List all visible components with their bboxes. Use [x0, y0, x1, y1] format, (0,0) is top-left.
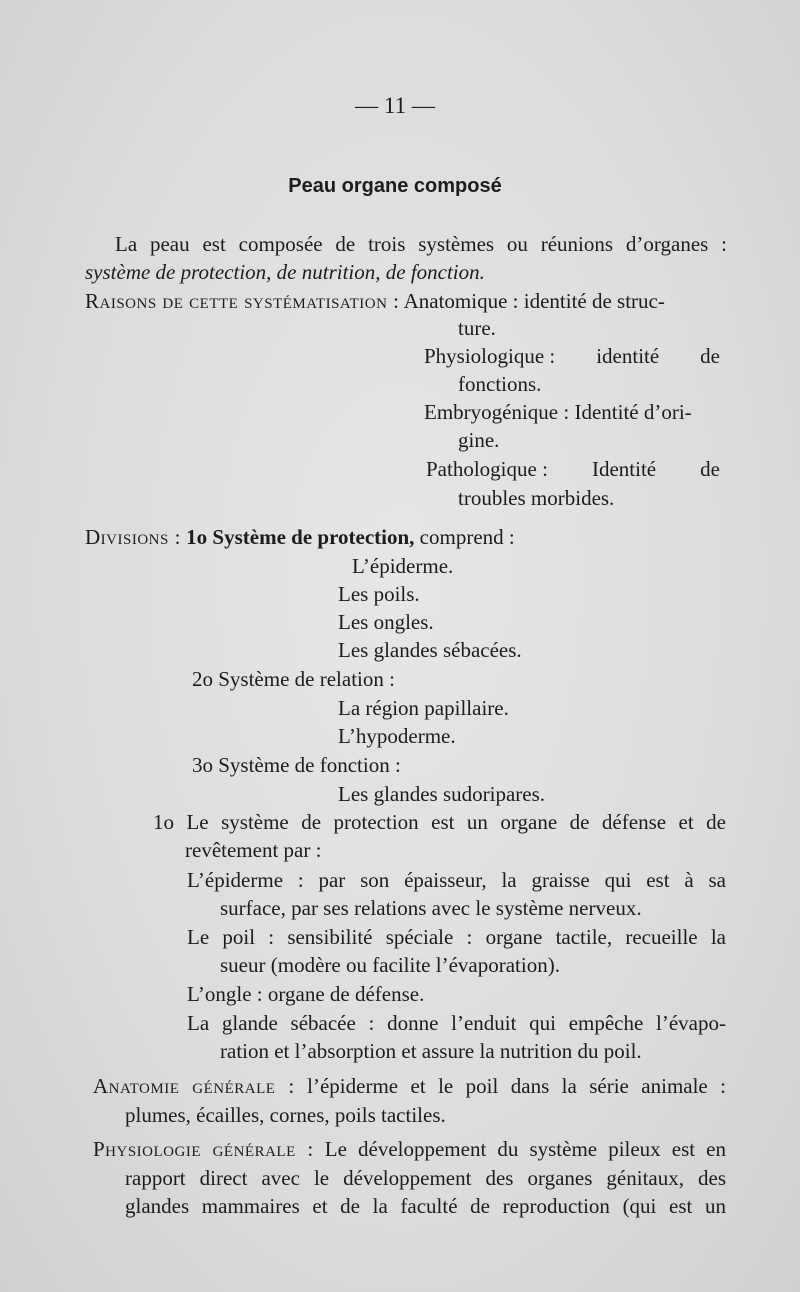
physiologie-text: Le développement du système pileux est en	[324, 1137, 727, 1161]
anatomie-text: l’épiderme et le poil dans la série animale :	[307, 1074, 727, 1098]
division-1-number: 1o	[186, 525, 208, 549]
raisons-anatomique: Anatomique : identité de struc-	[403, 289, 665, 313]
protection-line-1: 1o Le système de protection est un organe de défense et de	[153, 810, 726, 834]
division-1-title: Système de protection,	[212, 525, 415, 549]
intro-line-1: La peau est composée de trois systèmes ou réunions d’organes :	[115, 232, 727, 256]
protection-line-8: La glande sébacée : donne l’enduit qui empêche l’évapo-	[187, 1011, 726, 1035]
raisons-pathologique-cont: troubles morbides.	[458, 486, 615, 510]
division-1-item: Les poils.	[338, 582, 420, 606]
physiologie-line-2: rapport direct avec le développement des organes génitaux, des	[125, 1166, 726, 1190]
protection-line-5: Le poil : sensibilité spéciale : organe tactile, recueille la	[187, 925, 726, 949]
raisons-row	[85, 287, 665, 315]
raisons-physiologique	[424, 342, 720, 370]
physiologie-line-3: glandes mammaires et de la faculté de reproduction (qui est un	[125, 1194, 726, 1218]
protection-line-2: revêtement par :	[185, 838, 322, 862]
divisions-heading: Divisions :	[85, 525, 181, 549]
page-title: Peau organe composé	[288, 175, 502, 197]
raisons-heading: Raisons de cette systématisation :	[85, 289, 400, 313]
division-1-item: Les glandes sébacées.	[338, 638, 522, 662]
physiologique-de: de	[700, 344, 720, 368]
division-1-rest: comprend :	[419, 525, 515, 549]
division-1-item: Les ongles.	[338, 610, 434, 634]
division-2-item: L’hypoderme.	[338, 724, 456, 748]
physiologie-heading: Physiologie générale :	[93, 1137, 314, 1161]
division-2-heading: 2o Système de relation :	[192, 667, 395, 691]
pathologique-de: de	[700, 457, 720, 481]
protection-line-4: surface, par ses relations avec le système nerveux.	[220, 896, 642, 920]
raisons-anatomique-cont: ture.	[458, 316, 496, 340]
intro-line-2: système de protection, de nutrition, de fonction.	[85, 260, 485, 284]
protection-line-6: sueur (modère ou facilite l’évaporation).	[220, 953, 560, 977]
pathologique-label: Pathologique :	[426, 457, 548, 481]
page-number: — 11 —	[355, 93, 435, 118]
anatomie-heading: Anatomie générale :	[93, 1074, 295, 1098]
raisons-embryogenique: Embryogénique : Identité d’ori-	[424, 400, 692, 424]
anatomie-line-2: plumes, écailles, cornes, poils tactiles.	[125, 1103, 446, 1127]
raisons-pathologique	[426, 455, 720, 483]
protection-line-3: L’épiderme : par son épaisseur, la graisse qui est à sa	[187, 868, 726, 892]
protection-line-9: ration et l’absorption et assure la nutrition du poil.	[220, 1039, 642, 1063]
division-3-heading: 3o Système de fonction :	[192, 753, 401, 777]
division-2-item: La région papillaire.	[338, 696, 509, 720]
raisons-physiologique-cont: fonctions.	[458, 372, 542, 396]
physiologique-word: identité	[596, 344, 660, 368]
pathologique-word: Identité	[591, 457, 657, 481]
protection-line-7: L’ongle : organe de défense.	[187, 982, 425, 1006]
physiologie-row	[93, 1135, 726, 1163]
division-1-item: L’épiderme.	[352, 554, 454, 578]
physiologique-label: Physiologique :	[424, 344, 556, 368]
raisons-embryogenique-cont: gine.	[458, 428, 500, 452]
division-3-item: Les glandes sudoripares.	[338, 782, 546, 806]
divisions-row	[85, 523, 515, 551]
anatomie-row	[93, 1072, 726, 1100]
